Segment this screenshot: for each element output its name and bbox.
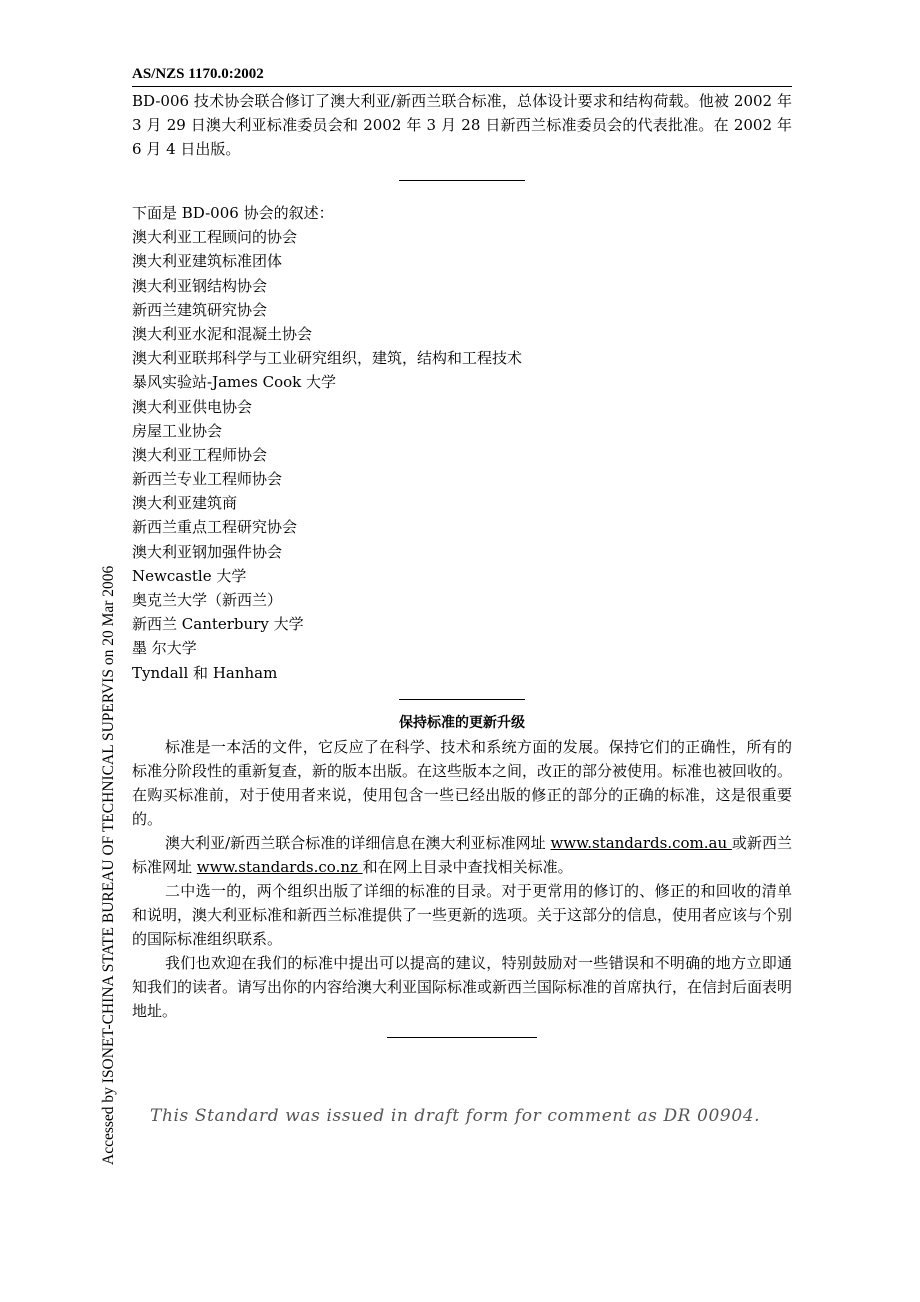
paragraph-text: 和在网上目录中查找相关标准。 (362, 857, 573, 876)
standard-code: AS/NZS 1170.0:2002 (132, 64, 792, 87)
list-item: 澳大利亚建筑标准团体 (132, 252, 283, 271)
paragraph-living-document: 标准是一本活的文件，它反应了在科学、技术和系统方面的发展。保持它们的正确性，所有的标准分阶段性的重新复查，新的版本出版。在这些版本之间，改正的部分被使用。标准也被回收的。在购买标准前，对于使用者来说，使用包含一些已经出版的修正的部分的正确的标准，这是很重要的。 (132, 737, 793, 828)
list-item: 墨 尔大学 (132, 639, 197, 658)
list-item: 新西兰 Canterbury 大学 (132, 615, 304, 634)
list-item: Newcastle 大学 (132, 566, 247, 585)
list-item: 澳大利亚供电协会 (132, 397, 253, 416)
list-item: 澳大利亚工程师协会 (132, 445, 268, 464)
list-item: 新西兰专业工程师协会 (132, 470, 283, 489)
divider (387, 1037, 537, 1038)
list-item: 新西兰重点工程研究协会 (132, 518, 298, 537)
paragraph-suggestions: 我们也欢迎在我们的标准中提出可以提高的建议，特别鼓励对一些错误和不明确的地方立即通知我们的读者。请写出你的内容给澳大利亚国际标准或新西兰国际标准的首席执行，在信封后面表明地址。 (132, 953, 793, 1020)
page-content (132, 64, 792, 1038)
list-item: 澳大利亚钢加强件协会 (132, 542, 283, 561)
list-item: 奥克兰大学（新西兰） (132, 591, 283, 610)
list-item: 澳大利亚钢结构协会 (132, 276, 268, 295)
list-item: 澳大利亚水泥和混凝土协会 (132, 324, 313, 343)
paragraph-text: 澳大利亚/新西兰联合标准的详细信息在澳大利亚标准网址 (165, 833, 551, 852)
paragraph-text: 或新西兰标准网址 (132, 833, 792, 876)
list-item: 澳大利亚联邦科学与工业研究组织，建筑，结构和工程技术 (132, 349, 523, 368)
link-standards-au[interactable]: www.standards.com.au (550, 833, 732, 852)
list-item: 澳大利亚工程顾问的协会 (132, 228, 298, 247)
list-item: Tyndall 和 Hanham (132, 663, 278, 682)
list-item: 暴风实验站-James Cook 大学 (132, 373, 336, 392)
section-title: 保持标准的更新升级 (399, 714, 525, 731)
divider (399, 180, 525, 181)
paragraph-catalogues: 二中选一的，两个组织出版了详细的标准的目录。对于更常用的修订的、修正的和回收的清单和说明，澳大利亚标准和新西兰标准提供了一些更新的选项。关于这部分的信息，使用者应该与个别的国际标准组织联系。 (132, 881, 793, 948)
divider (399, 699, 525, 700)
paragraph-websites (132, 831, 792, 879)
link-standards-nz[interactable]: www.standards.co.nz (196, 857, 363, 876)
draft-note: This Standard was issued in draft form for comment as DR 00904. (150, 1106, 761, 1126)
list-item: 澳大利亚建筑商 (132, 494, 238, 513)
committee-heading: 下面是 BD-006 协会的叙述： (132, 204, 334, 222)
list-item: 新西兰建筑研究协会 (132, 300, 268, 319)
list-item: 房屋工业协会 (132, 421, 223, 440)
access-watermark: Accessed by ISONET-CHINA STATE BUREAU OF TECHNICAL SUPERVIS on 20 Mar 2006 (100, 565, 117, 1165)
intro-paragraph: BD-006 技术协会联合修订了澳大利亚/新西兰联合标准，总体设计要求和结构荷载。他被 2002 年 3 月 29 日澳大利亚标准委员会和 2002 年 3 月 28 日新西兰标准委员会的代表批准。在 2002 年 6 月 4 日出版。 (132, 92, 792, 158)
committee-member-list (132, 225, 792, 685)
